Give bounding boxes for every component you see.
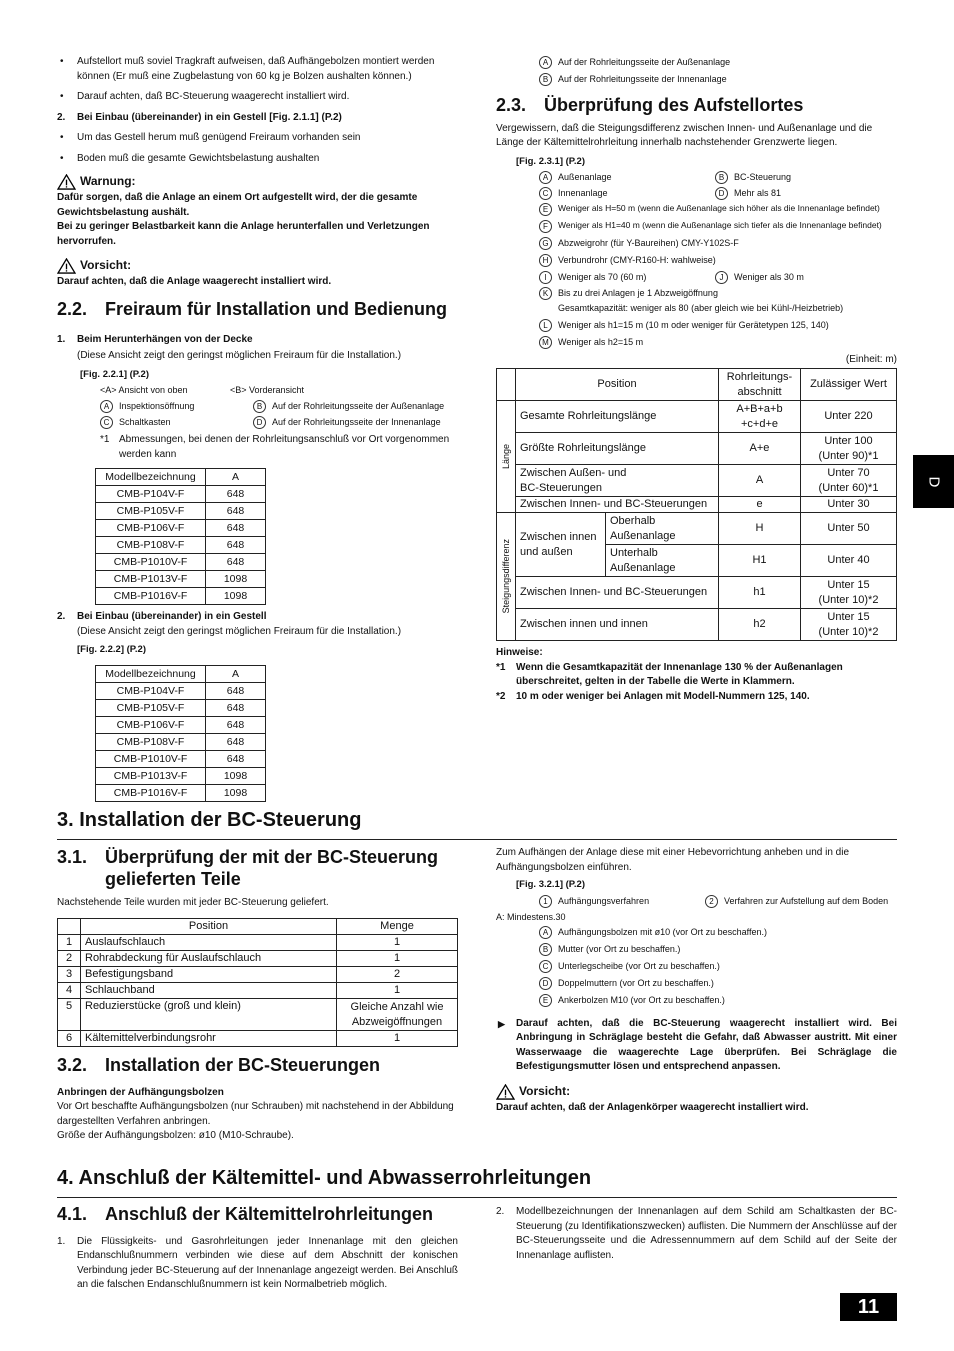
section-heading: 3.1. Überprüfung der mit der BC-Steuerung gelieferten Teile — [57, 847, 439, 889]
divider — [57, 839, 897, 840]
caution-title: Vorsicht: — [519, 1083, 571, 1098]
table-row: CMB-P1010V-F 648 — [96, 554, 266, 571]
table-row: Länge Gesamte Rohrleitungslänge A+B+a+b +c+d+e Unter 220 — [497, 401, 897, 433]
hints: Hinweise: *1 Wenn die Gesamtkapazität der Innenanlage 130 % der Außenanlagen überschreitet, gelten in der Tabelle die Werte in Klammern. *2 10 m oder weniger bei Anlagen mit Modell-Nummern 125, 140. — [496, 646, 897, 704]
model-table-2: Modellbezeichnung A CMB-P104V-F 648 CMB-P105V-F 648 CMB-P106V-F 648 CMB-P108V-F 648 CMB-P1010V-F 648 CMB-P1013V-F 1098 CMB-P1016V-F 1098 — [95, 665, 266, 802]
list-item: • Darauf achten, daß BC-Steuerung waagerecht installiert wird. — [57, 90, 458, 105]
figure-ref: [Fig. 2.2.1] (P.2) — [80, 368, 149, 380]
note: (Diese Ansicht zeigt den geringst möglichen Freiraum für die Installation.) — [77, 350, 402, 362]
table-row: 5 Reduzierstücke (groß und klein) Gleiche Anzahl wie Abzweigöffnungen — [58, 999, 458, 1031]
section-heading: 3.2. Installation der BC-Steuerungen — [57, 1055, 381, 1075]
warning-title: Warnung: — [80, 174, 136, 188]
table-row: 6 Kältemittelverbindungsrohr 1 — [58, 1031, 458, 1047]
table-row: CMB-P106V-F 648 — [96, 717, 266, 734]
language-tab: D — [913, 455, 954, 508]
list-item: • Um das Gestell herum muß genügend Freiraum vorhanden sein — [57, 131, 458, 146]
caution-text: Darauf achten, daß der Anlagenkörper waagerecht installiert wird. — [496, 1102, 809, 1114]
warning-box — [57, 173, 458, 249]
group-label: Steigungsdifferenz — [500, 539, 511, 614]
unit-label: (Einheit: m) — [845, 353, 897, 365]
section-2-2 — [57, 299, 458, 802]
numbered-item — [57, 111, 458, 126]
numbered-item: 1. Die Flüssigkeits- und Gasrohrleitungen jeder Innenanlage mit den gleichen Endanschlußnummern verbinden wie diese auf dem Abschnitt der konischen Verbindung jeder BC-Steuerung auf der Innenanlage angezeigt werden. Bei Anschluß an die falschen Endanschlußnummern ist kein Normalbetrieb möglich. — [57, 1235, 458, 1291]
warning-text: Dafür sorgen, daß die Anlage an einem Ort aufgestellt wird, der die gesamte Gewichtsbelastung aushält. Bei zu geringer Belastbarkeit kann die Anlage herunterfallen und Verletzungen hervorrufen. — [57, 192, 430, 247]
figure-ref: [Fig. 3.2.1] (P.2) — [516, 879, 585, 890]
table-row: CMB-P1010V-F 648 — [96, 751, 266, 768]
intro-text: Zum Aufhängen der Anlage diese mit einer Hebevorrichtung anheben und in die Aufhängungsbolzen einführen. — [496, 847, 850, 873]
footnote: *1 Abmessungen, bei denen der Rohrleitungsanschluß vor Ort vorgenommen werden kann — [100, 434, 450, 460]
table-row: Größte Rohrleitungslänge A+e Unter 100 (Unter 90)*1 — [497, 433, 897, 465]
page-number: 11 — [840, 1293, 897, 1321]
table-row: CMB-P108V-F 648 — [96, 537, 266, 554]
table-row: CMB-P1013V-F 1098 — [96, 768, 266, 785]
section-3-2 — [57, 1055, 458, 1144]
table-row: Zwischen innen und innen h2 Unter 15 (Unter 10)*2 — [497, 609, 897, 641]
table-row: 1 Auslaufschlauch 1 — [58, 935, 458, 951]
table-row: CMB-P1013V-F 1098 — [96, 571, 266, 588]
table-row: CMB-P106V-F 648 — [96, 520, 266, 537]
figure-ref: [Fig. 2.3.1] (P.2) — [516, 155, 585, 167]
view-labels: <A> Ansicht von oben <B> Vorderansicht — [100, 385, 305, 396]
hints-title: Hinweise: — [496, 647, 543, 658]
model-table-1: Modellbezeichnung A CMB-P104V-F 648 CMB-P105V-F 648 CMB-P106V-F 648 CMB-P108V-F 648 CMB-P1010V-F 648 CMB-P1013V-F 1098 CMB-P1016V-F 1098 — [95, 468, 266, 605]
body-text: Vor Ort beschaffte Aufhängungsbolzen (nur Schrauben) mit nachstehend in der Abbildung dargestellten Verfahren anbringen. Größe der Aufhängungsbolzen: ø10 (M10-Schraube). — [57, 1101, 454, 1142]
section-heading: 4.1. Anschluß der Kältemittelrohrleitungen — [57, 1204, 434, 1224]
caution-title: Vorsicht: — [80, 258, 132, 272]
section-heading: 2.2. Freiraum für Installation und Bedienung — [57, 299, 448, 319]
subheading: Anbringen der Aufhängungsbolzen — [57, 1086, 224, 1098]
table-row: Zwischen Außen- und BC-Steuerungen A Unter 70 (Unter 60)*1 — [497, 465, 897, 497]
chapter-4-title: 4. Anschluß der Kältemittel- und Abwasserrohrleitungen — [57, 1167, 592, 1189]
legend: A Inspektionsöffnung B Auf der Rohrleitungsseite der Außenanlage C Schaltkasten D Auf der Rohrleitungsseite der Innenanlage — [57, 400, 458, 432]
table-row: CMB-P1016V-F 1098 — [96, 785, 266, 802]
list-item: • Aufstellort muß soviel Tragkraft aufweisen, daß Aufhängebolzen montiert werden können (Er muß eine Zugbelastung von 60 kg je Bolzen aushalten können.) — [57, 55, 458, 84]
table-row: Zwischen Innen- und BC-Steuerungen h1 Unter 15 (Unter 10)*2 — [497, 577, 897, 609]
pipe-limits-table: Position Rohrleitungs- abschnitt Zulässiger Wert Länge Gesamte Rohrleitungslänge A+B+a+b +c+d+e Unter 220 Größte Rohrleitungslänge A+e Unter 100 (Unter 90)*1 Zwischen Außen- und BC-Steuerungen A Unter 70 (Unter 60)*1 Zwischen Innen- und BC-Steuerungen e Unter 30 Steigungsdifferenz Zwischen innen und außen Oberhalb Außenanlage H Unter 50 Unterhalb Außenanlage H1 Unter 40 Zwischen Innen- und BC-Steuerungen h1 Unter 15 (Unter 10)*2 Zwischen innen und innen h2 Unter 15 (Unter 10)*2 — [496, 368, 897, 641]
table-row: 3 Befestigungsband 2 — [58, 967, 458, 983]
group-label: Länge — [500, 443, 511, 470]
warning-triangle-icon — [57, 174, 76, 190]
caution-text: Darauf achten, daß die Anlage waagerecht installiert wird. — [57, 276, 332, 288]
table-row: CMB-P105V-F 648 — [96, 503, 266, 520]
table-row: Unterhalb Außenanlage H1 Unter 40 — [497, 545, 897, 577]
warning-triangle-icon — [57, 258, 76, 274]
section-4-1 — [57, 1204, 458, 1293]
divider — [57, 1197, 897, 1198]
table-row: Zwischen Innen- und BC-Steuerungen e Unter 30 — [497, 497, 897, 513]
intro-text: Nachstehende Teile wurden mit jeder BC-Steuerung geliefert. — [57, 897, 329, 909]
table-row: CMB-P105V-F 648 — [96, 700, 266, 717]
table-row: CMB-P104V-F 648 — [96, 486, 266, 503]
warning-triangle-icon — [496, 1084, 515, 1100]
intro-text: Vergewissern, daß die Steigungsdifferenz zwischen Innen- und Außenanlage und die Länge der Kältemittelrohrleitung innerhalb nachstehender Grenzwerte liegen. — [496, 122, 873, 149]
figure-legend-top: A Auf der Rohrleitungsseite der Außenanlage B Auf der Rohrleitungsseite der Innenanlage — [496, 56, 897, 90]
table-row: CMB-P104V-F 648 — [96, 683, 266, 700]
suspension-procedure: Zum Aufhängen der Anlage diese mit einer Hebevorrichtung anheben und in die Aufhängungsbolzen einführen. [Fig. 3.2.1] (P.2) 1 Aufhängungsverfahren 2 Verfahren zur Aufstellung auf dem Boden A: Mindestens.30 A Aufhängungsbolzen mit ø10 (vor Ort zu beschaffen.) B Mutter (vor Ort zu beschaffen.) C Unterlegscheibe (vor Ort zu beschaffen.) D Doppelmuttern (vor Ort zu beschaffen.) E Ankerbolzen M10 (vor Ort zu beschaffen.) ▶ Darauf achten, daß die BC-Steuerung waagerecht installiert wird. Bei Anbringung in Schräglage besteht die Gefahr, daß Abwasser austritt. Mit einer Wasserwaage die waagerechte Lage überprüfen. Bei Schräglage die Befestigungsmutter lösen und entsprechend anpassen. Vorsicht: Darauf achten, daß der Anlagenkörper waagerecht installiert wird. — [496, 846, 897, 1116]
level-note: ▶ Darauf achten, daß die BC-Steuerung waagerecht installiert wird. Bei Anbringung in Schräglage besteht die Gefahr, daß Abwasser austritt. Mit einer Wasserwaage die waagerechte Lage überprüfen. Bei Schräglage die Befestigungsmutter lösen und entsprechend anpassen. — [498, 1017, 897, 1073]
table-row: CMB-P108V-F 648 — [96, 734, 266, 751]
section-2-3: 2.3. Überprüfung des Aufstellortes Vergewissern, daß die Steigungsdifferenz zwischen Innen- und Außenanlage und die Länge der Kältemittelrohrleitung innerhalb nachstehender Grenzwerte liegen. [Fig. 2.3.1] (P.2) A Außenanlage B BC-Steuerung C Innenanlage D Mehr als 81 E Weniger als H=50 m (wenn die Außenanlage sich höher als die Innenanlage befindet) F Weniger als H1=40 m (wenn die Außenanlage sich tiefer als die Innenanlage befindet) G Abzweigrohr (für Y-Baureihen) CMY-Y102S-F H Verbundrohr (CMY-R160-H: wahlweise) I Weniger als 70 (60 m) J Weniger als 30 m K Bis zu drei Anlagen je 1 Abzweigöffnung Gesamtkapazität: weniger als 80 (aber gleich wie bei Kühl-/Heizbetrieb) L Weniger als h1=15 m (10 m oder weniger für Gerätetypen 125, 140) M Weniger als h2=15 m (Einheit: m) — [496, 95, 897, 367]
numbered-item: 1. Beim Herunterhängen von der Decke — [57, 333, 253, 345]
table-row: Steigungsdifferenz Zwischen innen und außen Oberhalb Außenanlage H Unter 50 — [497, 513, 897, 545]
table-row: 2 Rohrabdeckung für Auslaufschlauch 1 — [58, 951, 458, 967]
numbered-item: 2. Bei Einbau (übereinander) in ein Gestell — [57, 611, 267, 623]
item-number: 2. — [57, 111, 66, 123]
chapter-3-title: 3. Installation der BC-Steuerung — [57, 809, 362, 831]
list-item: • Boden muß die gesamte Gewichtsbelastung aushalten — [57, 152, 458, 167]
figure-ref: [Fig. 2.2.2] (P.2) — [77, 644, 146, 656]
section-heading: 2.3. Überprüfung des Aufstellortes — [496, 95, 804, 115]
installation-requirements — [57, 55, 458, 172]
note: (Diese Ansicht zeigt den geringst möglichen Freiraum für die Installation.) — [77, 625, 402, 637]
table-row: 4 Schlauchband 1 — [58, 983, 458, 999]
arrow-right-icon: ▶ — [498, 1018, 505, 1029]
item-text: Bei Einbau (übereinander) in ein Gestell [Fig. 2.1.1] (P.2) — [77, 111, 342, 123]
numbered-item: 2. Modellbezeichnungen der Innenanlagen auf dem Schild am Schaltkasten der BC-Steuerung (zu Identifikationszwecken) auflisten. Die Nummern der Anschlüsse auf der BC-Steuerungsseite und die Adressennummern auf dem Schild auf der Seite der Innenanlage auflisten. — [496, 1206, 897, 1261]
table-row: CMB-P1016V-F 1098 — [96, 588, 266, 605]
section-3-1 — [57, 847, 458, 911]
parts-table: Position Menge 1 Auslaufschlauch 1 2 Rohrabdeckung für Auslaufschlauch 1 3 Befestigungsband 2 4 Schlauchband 1 5 Reduzierstücke (groß und klein) Gleiche Anzahl wie Abzweigöffnungen 6 Kältemittelverbindungsrohr 1 — [57, 918, 458, 1047]
caution-box — [57, 257, 458, 290]
